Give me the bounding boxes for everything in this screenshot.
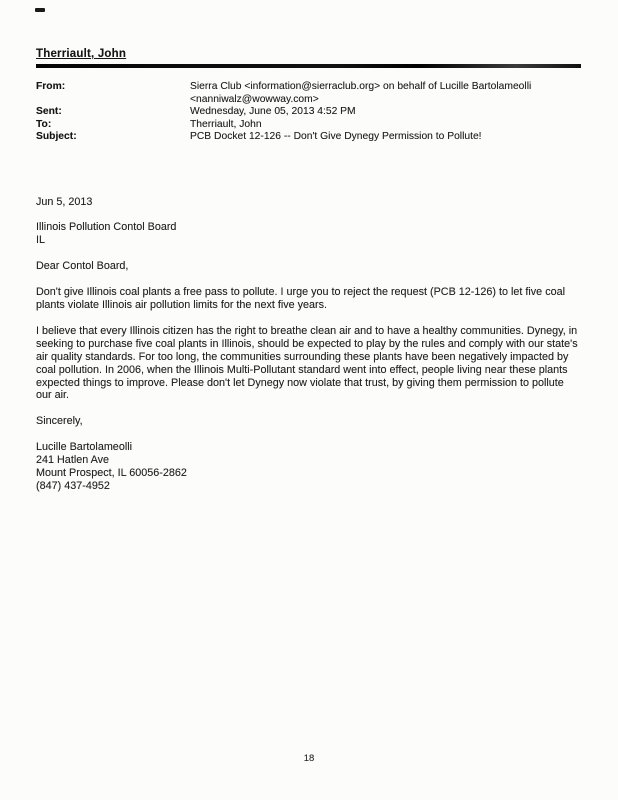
letter-paragraph-1: Don't give Illinois coal plants a free pass to pollute. I urge you to reject the request (PCB 12-126) to let five coal plants violate Illinois air pollution limits for the next five years. <box>36 286 565 312</box>
page-content <box>36 48 581 493</box>
signature-block <box>36 441 581 493</box>
field-row-sent <box>36 106 581 119</box>
letter-closing: Sincerely, <box>36 415 83 428</box>
page-number: 18 <box>303 753 315 764</box>
letter-salutation: Dear Contol Board, <box>36 260 129 273</box>
signature-street: 241 Hatlen Ave <box>36 454 110 467</box>
field-to-label: To: <box>36 118 52 130</box>
letter-recipient-line2: IL <box>36 234 46 247</box>
field-sent-label: Sent: <box>36 106 62 117</box>
page-header-name: Therriault, John <box>36 48 127 60</box>
signature-phone: (847) 437-4952 <box>36 480 110 492</box>
field-from-value-line1: Sierra Club <information@sierraclub.org> on behalf of Lucille Bartolameolli <box>190 81 532 92</box>
signature-name: Lucille Bartolameolli <box>36 441 133 454</box>
field-subject-label: Subject: <box>36 131 77 142</box>
scan-artifact <box>35 8 45 12</box>
field-to-value: Therriault, John <box>190 118 262 130</box>
signature-city: Mount Prospect, IL 60056-2862 <box>36 467 187 480</box>
email-header-fields <box>36 81 581 144</box>
letter-paragraph-2: I believe that every Illinois citizen has the right to breathe clean air and to have a healthy communities. Dynegy, in seeking to purchase five coal plants in Illinois, should be expected to play by the rules and comply with our state's air quality standards. For too long, the communities surrounding these plants have been negatively impacted by coal pollution. In 2006, when the Illinois Multi-Pollutant standard went into effect, people living near these plants expected things to improve. Please don't let Dynegy now violate that trust, by giving them permission to pollute our air. <box>36 324 578 402</box>
letter-recipient-block <box>36 221 581 247</box>
letter-body <box>36 196 581 493</box>
letter-recipient-line1: Illinois Pollution Contol Board <box>36 221 177 234</box>
field-from-value-line2: <nanniwalz@wowway.com> <box>190 93 319 105</box>
header-divider <box>36 64 581 68</box>
field-from-label: From: <box>36 81 66 92</box>
field-row-subject <box>36 131 581 144</box>
field-sent-value: Wednesday, June 05, 2013 4:52 PM <box>190 106 356 117</box>
field-row-to <box>36 119 581 132</box>
field-row-from <box>36 81 581 106</box>
letter-date: Jun 5, 2013 <box>36 195 93 208</box>
field-from-value <box>190 81 581 106</box>
field-subject-value: PCB Docket 12-126 -- Don't Give Dynegy Permission to Pollute! <box>190 131 482 142</box>
